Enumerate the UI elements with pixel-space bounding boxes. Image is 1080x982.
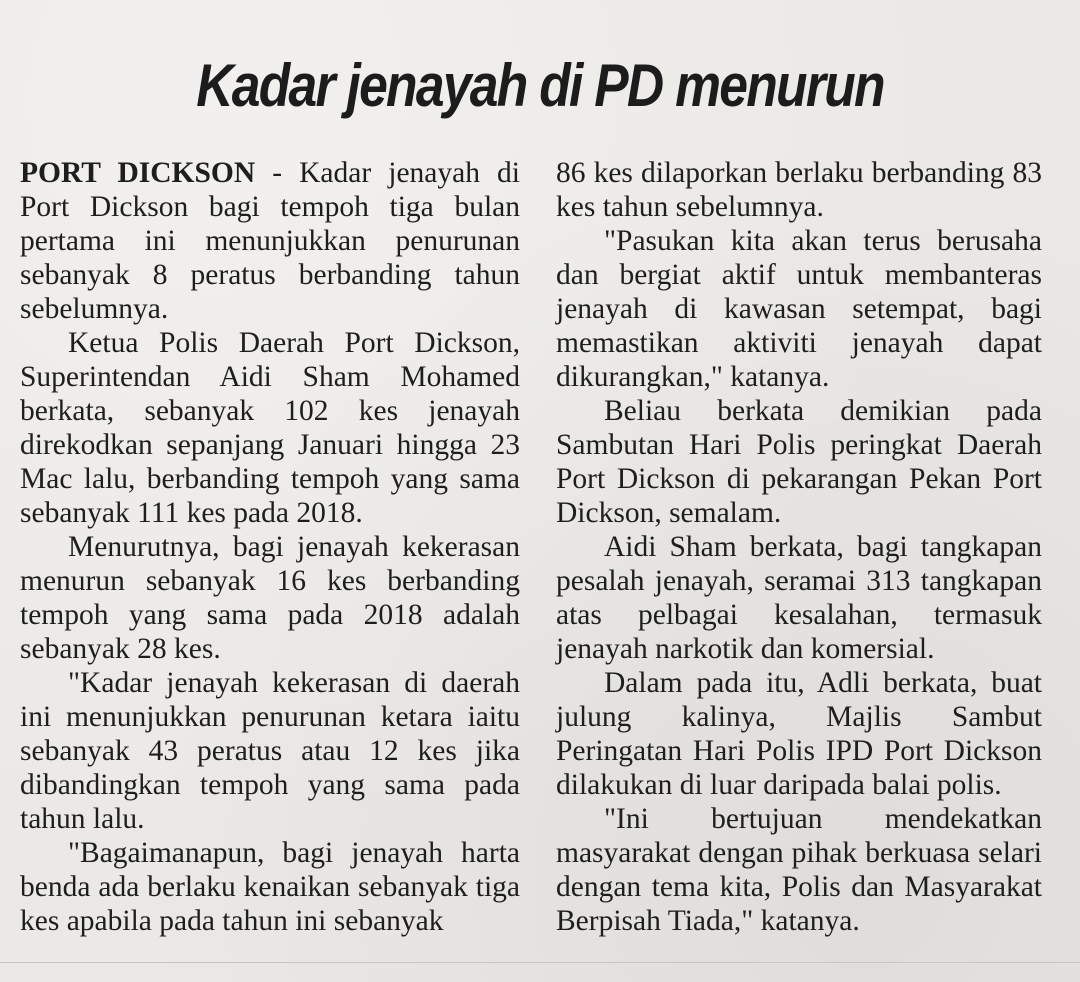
article-column-left	[20, 156, 520, 938]
article-paragraph: Dalam pada itu, Adli berkata, buat julung kalinya, Majlis Sambut Peringatan Hari Polis IPD Port Dickson dilakukan di luar daripada balai polis.	[556, 667, 1042, 801]
article-paragraph: Ketua Polis Daerah Port Dickson, Superintendan Aidi Sham Mohamed berkata, sebanyak 102 kes jenayah direkodkan sepanjang Januari hingga 23 Mac lalu, berbanding tempoh yang sama sebanyak 111 kes pada 2018.	[20, 327, 520, 529]
paragraph-text: - Kadar jenayah di Port Dickson bagi tempoh tiga bulan pertama ini menunjukkan penurunan sebanyak 8 peratus berbanding tahun sebelumnya.	[20, 157, 520, 325]
article-paragraph: "Ini bertujuan mendekatkan masyarakat dengan pihak berkuasa selari dengan tema kita, Polis dan Masyarakat Berpisah Tiada," katanya.	[556, 803, 1042, 937]
article-paragraph: "Kadar jenayah kekerasan di daerah ini menunjukkan penurunan ketara iaitu sebanyak 43 peratus atau 12 kes jika dibandingkan tempoh yang sama pada tahun lalu.	[20, 667, 520, 835]
article-paragraph: Menurutnya, bagi jenayah kekerasan menurun sebanyak 16 kes berbanding tempoh yang sama pada 2018 adalah sebanyak 28 kes.	[20, 531, 520, 665]
dateline: PORT DICKSON	[20, 157, 256, 189]
article-paragraph: "Pasukan kita akan terus berusaha dan bergiat aktif untuk membanteras jenayah di kawasan setempat, bagi memastikan aktiviti jenayah dapat dikurangkan," katanya.	[556, 225, 1042, 393]
headline: Kadar jenayah di PD menurun	[196, 52, 884, 119]
article-column-right	[556, 156, 1042, 938]
article-paragraph: Aidi Sham berkata, bagi tangkapan pesalah jenayah, seramai 313 tangkapan atas pelbagai kesalahan, termasuk jenayah narkotik dan komersial.	[556, 531, 1042, 665]
article-paragraph: 86 kes dilaporkan berlaku berbanding 83 kes tahun sebelumnya.	[556, 157, 1042, 223]
article-paragraph: Beliau berkata demikian pada Sambutan Hari Polis peringkat Daerah Port Dickson di pekarangan Pekan Port Dickson, semalam.	[556, 395, 1042, 529]
page-edge-divider	[0, 962, 1080, 963]
article-paragraph	[20, 156, 520, 326]
article-paragraph: "Bagaimanapun, bagi jenayah harta benda ada berlaku kenaikan sebanyak tiga kes apabila pada tahun ini sebanyak	[20, 837, 520, 937]
